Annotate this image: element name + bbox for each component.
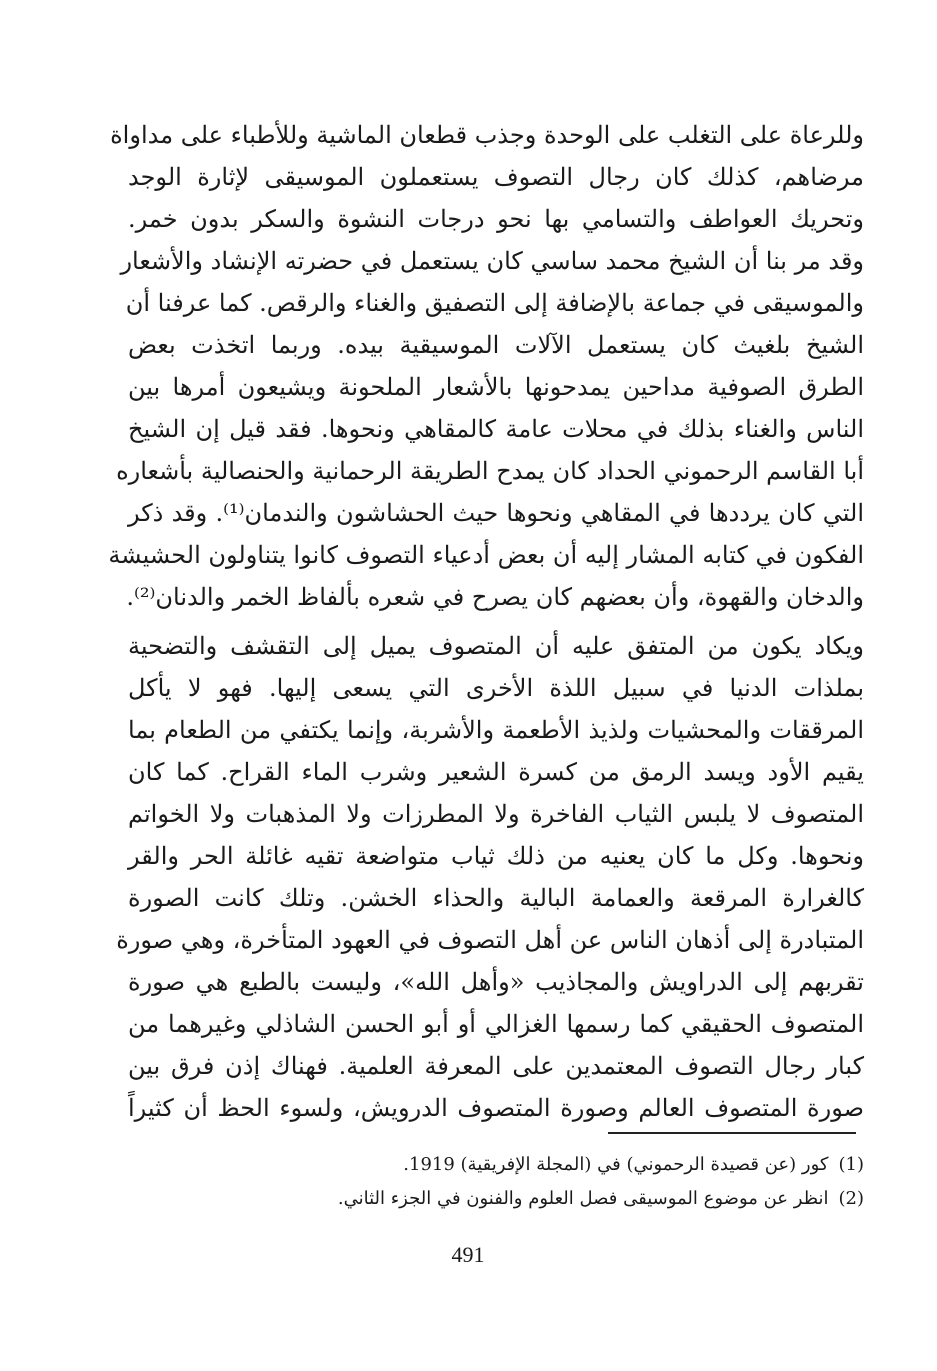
- text-line: الطرق الصوفية مداحين يمدحونها بالأشعار الملحونة ويشيعون أمرها بين: [128, 373, 864, 401]
- footnote-number: (2): [838, 1188, 864, 1209]
- text-line: الفكون في كتابه المشار إليه أن بعض أدعياء التصوف كانوا يتناولون الحشيشة: [108, 541, 864, 569]
- footnote-2: [180, 1182, 864, 1216]
- footnote-separator: [608, 1132, 856, 1134]
- paragraph-1: [108, 114, 865, 618]
- footnotes: [180, 1148, 864, 1216]
- page-number: 491: [451, 1242, 485, 1267]
- text-line: كبار رجال التصوف المعتمدين على المعرفة العلمية. فهناك إذن فرق بين: [128, 1052, 864, 1080]
- text-line: كالغرارة المرقعة والعمامة البالية والحذاء الخشن. وتلك كانت الصورة: [128, 884, 864, 912]
- text-line: المرققات والمحشيات ولذيذ الأطعمة والأشربة، وإنما يكتفي من الطعام بما: [128, 716, 864, 744]
- text-line: التي كان يرددها في المقاهي ونحوها حيث الحشاشون والندمان⁽¹⁾. وقد ذكر: [128, 499, 865, 527]
- text-line: الناس والغناء بذلك في محلات عامة كالمقاهي ونحوها. فقد قيل إن الشيخ: [128, 415, 864, 443]
- text-line: صورة المتصوف العالم وصورة المتصوف الدرويش، ولسوء الحظ أن كثيراً: [128, 1094, 864, 1122]
- footnote-number: (1): [838, 1154, 864, 1175]
- text-line: بملذات الدنيا في سبيل اللذة الأخرى التي يسعى إليها. فهو لا يأكل: [128, 674, 864, 702]
- footnote-text: كور (عن قصيدة الرحموني) في (المجلة الإفريقية) 1919.: [403, 1154, 829, 1175]
- text-line: والموسيقى في جماعة بالإضافة إلى التصفيق والغناء والرقص. كما عرفنا أن: [125, 289, 864, 317]
- text-line: وقد مر بنا أن الشيخ محمد ساسي كان يستعمل في حضرته الإنشاد والأشعار: [120, 247, 864, 275]
- text-line: ونحوها. وكل ما كان يعنيه من ذلك ثياب متواضعة تقيه غائلة الحر والقر: [128, 842, 864, 870]
- text-line: المتصوف الحقيقي كما رسمها الغزالي أو أبو الحسن الشاذلي وغيرهما من: [128, 1010, 864, 1038]
- text-line: وتحريك العواطف والتسامي بها نحو درجات النشوة والسكر بدون خمر.: [128, 205, 864, 233]
- footnote-text: انظر عن موضوع الموسيقى فصل العلوم والفنون في الجزء الثاني.: [337, 1188, 829, 1209]
- paragraph-2: [116, 625, 864, 1129]
- text-line: تقربهم إلى الدراويش والمجاذيب «وأهل الله»، وليست بالطبع هي صورة: [128, 968, 864, 996]
- text-line: وللرعاة على التغلب على الوحدة وجذب قطعان الماشية وللأطباء على مداواة: [110, 121, 864, 149]
- text-line: أبا القاسم الرحموني الحداد كان يمدح الطريقة الرحمانية والحنصالية بأشعاره: [116, 457, 864, 485]
- text-line: المتبادرة إلى أذهان الناس عن أهل التصوف في العهود المتأخرة، وهي صورة: [116, 926, 864, 954]
- text-line: مرضاهم، كذلك كان رجال التصوف يستعملون الموسيقى لإثارة الوجد: [128, 163, 864, 191]
- text-line: والدخان والقهوة، وأن بعضهم كان يصرح في شعره بألفاظ الخمر والدنان⁽²⁾.: [126, 583, 864, 611]
- text-line: يقيم الأود ويسد الرمق من كسرة الشعير وشرب الماء القراح. كما كان: [128, 758, 864, 786]
- text-line: المتصوف لا يلبس الثياب الفاخرة ولا المطرزات ولا المذهبات ولا الخواتم: [128, 800, 864, 828]
- footnote-1: [180, 1148, 864, 1182]
- text-line: الشيخ بلغيث كان يستعمل الآلات الموسيقية بيده. وربما اتخذت بعض: [128, 331, 864, 359]
- text-line: ويكاد يكون من المتفق عليه أن المتصوف يميل إلى التقشف والتضحية: [128, 632, 864, 660]
